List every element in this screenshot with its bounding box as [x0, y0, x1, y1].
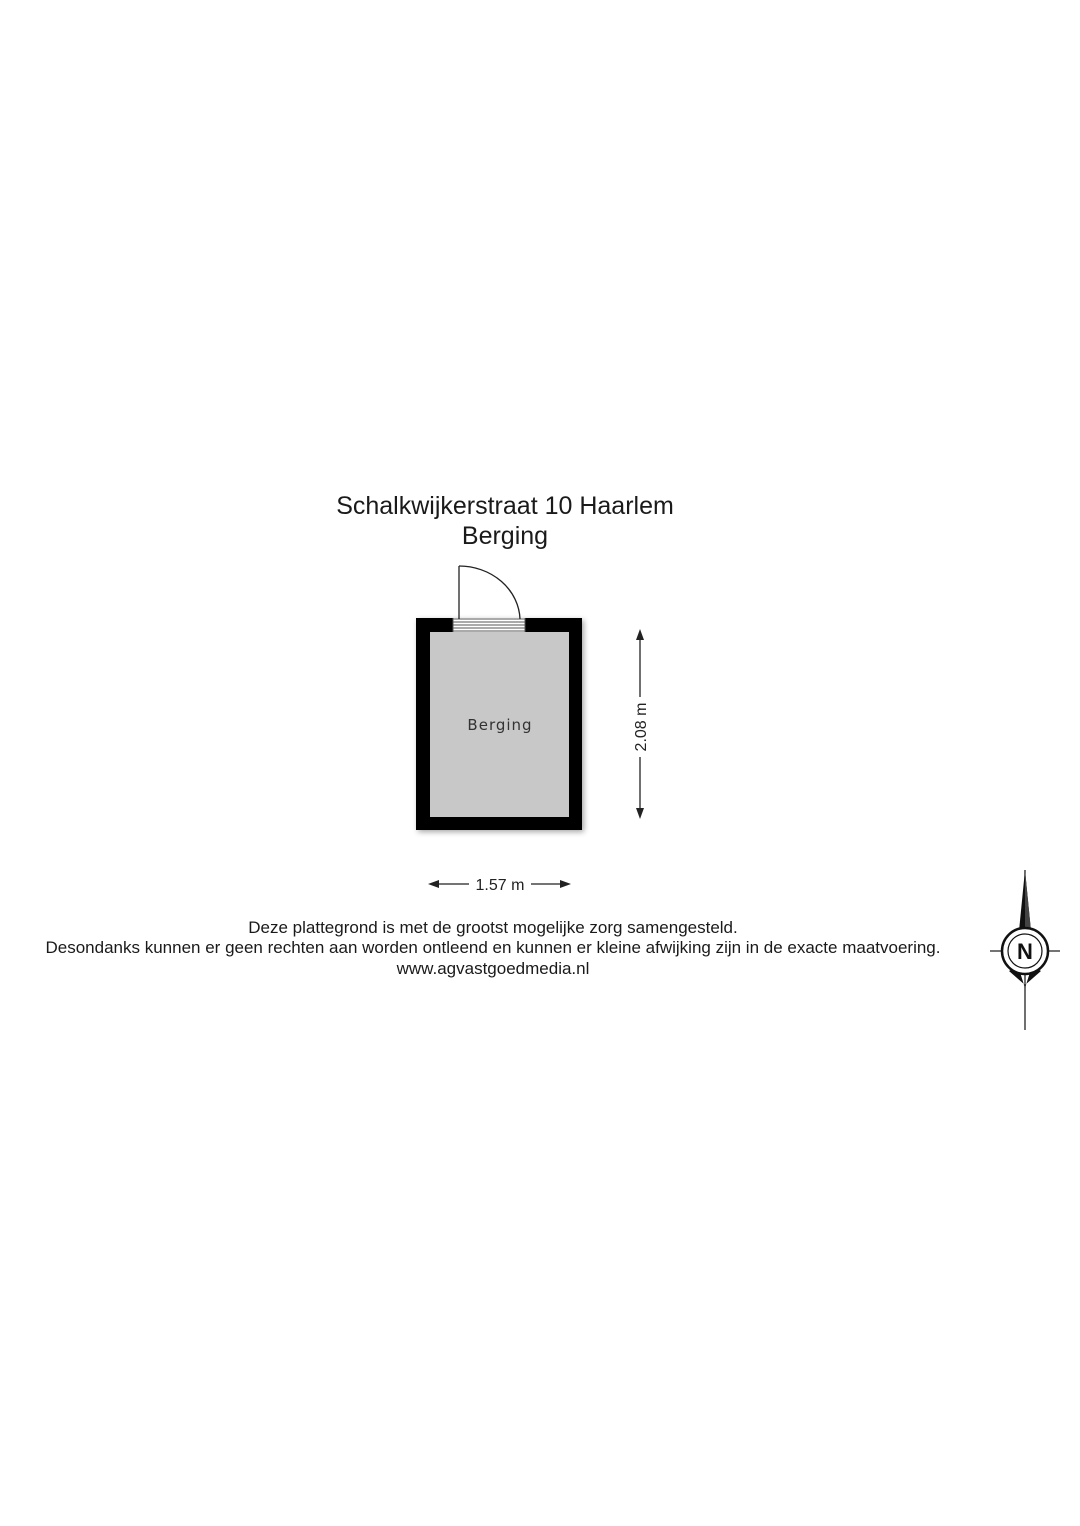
disclaimer-line-2: Desondanks kunnen er geen rechten aan worden ontleend en kunnen er kleine afwijking zijn in de exacte maatvoering.	[45, 938, 941, 957]
arrow-left-icon	[428, 880, 439, 888]
compass-north-label: N	[1017, 939, 1033, 964]
height-dimension	[633, 629, 650, 819]
arrow-right-icon	[560, 880, 571, 888]
room-label: Berging	[467, 716, 533, 734]
arrow-down-icon	[636, 808, 644, 819]
door	[453, 566, 525, 632]
plan-floor-title: Berging	[461, 522, 549, 550]
north-arrow-icon	[990, 870, 1060, 1030]
width-dimension-label: 1.57 m	[475, 877, 525, 894]
plan-address-title: Schalkwijkerstraat 10 Haarlem	[336, 492, 674, 520]
disclaimer-line-1: Deze plattegrond is met de grootst mogelijke zorg samengesteld.	[248, 918, 738, 937]
arrow-up-icon	[636, 629, 644, 640]
height-dimension-label: 2.08 m	[633, 702, 650, 752]
width-dimension	[428, 877, 571, 894]
door-swing-arc	[459, 566, 520, 619]
website-link[interactable]: www.agvastgoedmedia.nl	[396, 959, 590, 978]
